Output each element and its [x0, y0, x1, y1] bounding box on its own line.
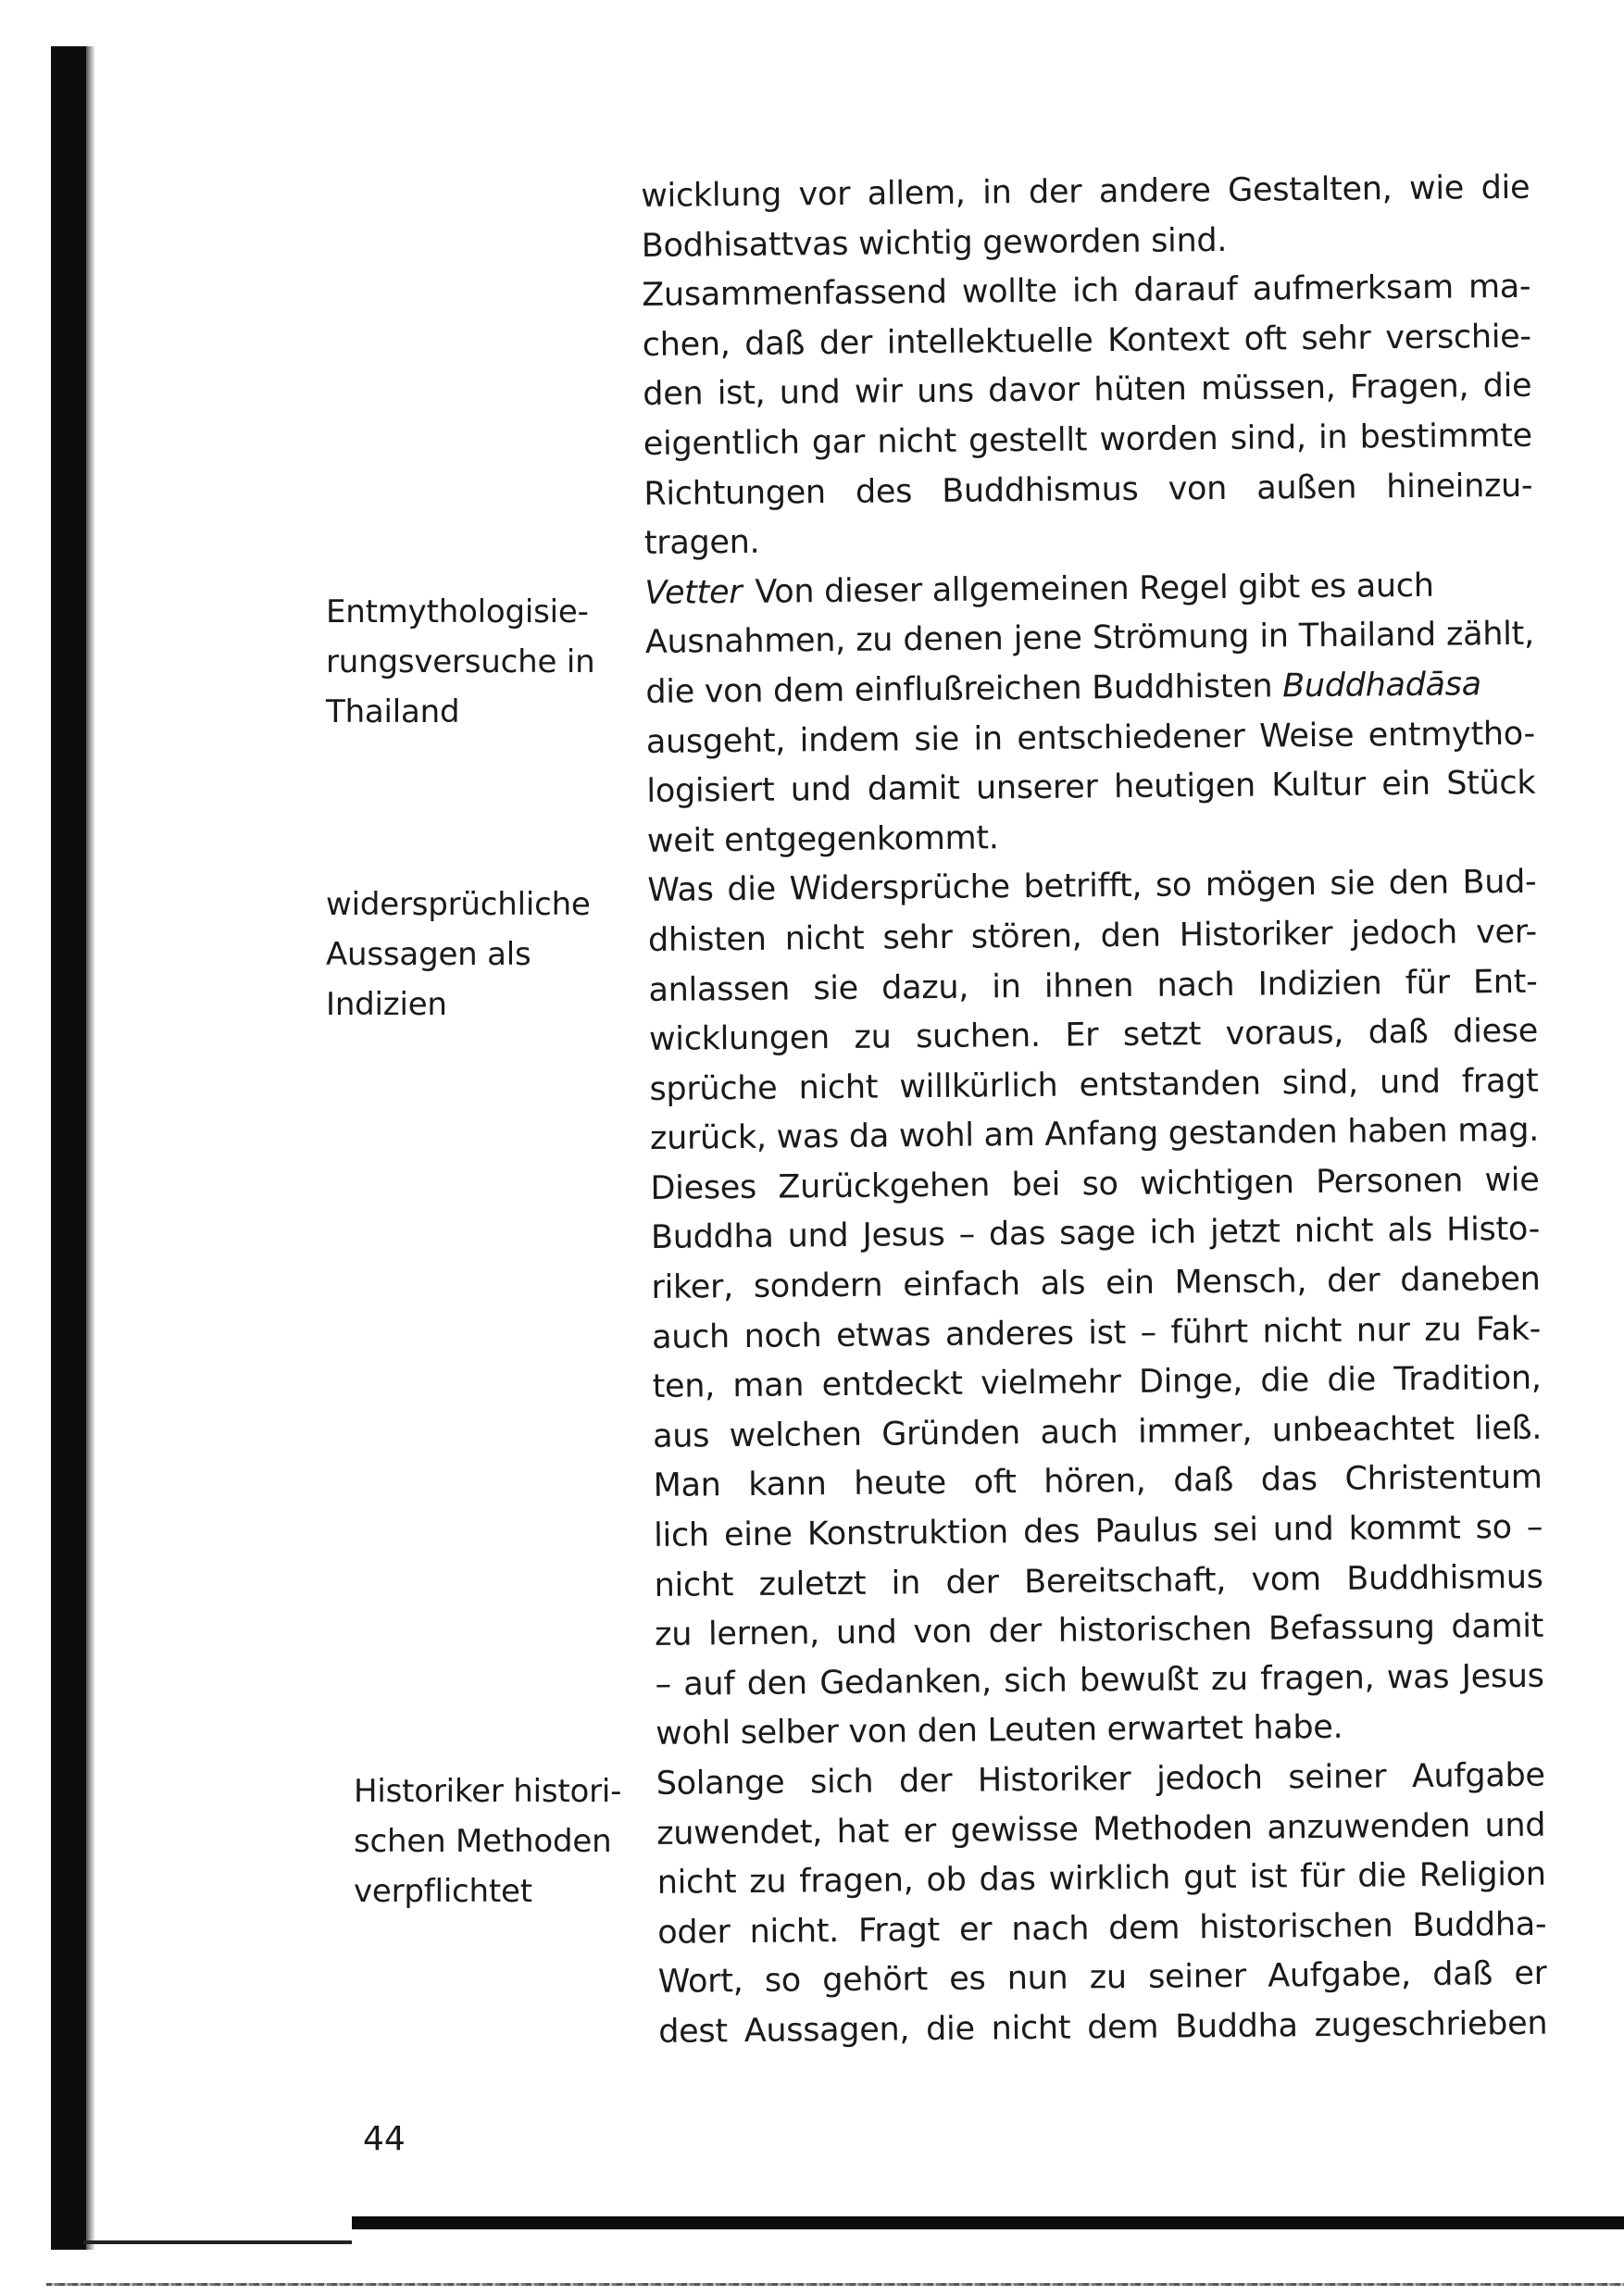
body-line: Richtungen des Buddhismus von außen hineinzu-	[643, 467, 1533, 513]
body-line: ten, man entdeckt vielmehr Dinge, die die Tradition,	[652, 1359, 1542, 1406]
body-line: Wort, so gehört es nun zu seiner Aufgabe, daß er	[657, 1955, 1547, 2002]
body-text	[641, 164, 1548, 2058]
page-number: 44	[363, 2120, 406, 2158]
body-line: dhisten nicht sehr stören, den Historiker jedoch ver-	[647, 913, 1538, 959]
margin-note-line: Historiker histori-	[354, 1773, 622, 1810]
body-line: zuwendet, hat er gewisse Methoden anzuwenden und	[656, 1806, 1546, 1853]
italic-name: Buddhadāsa	[1281, 666, 1481, 705]
body-line: Bodhisattvas wichtig geworden sind.	[641, 221, 1228, 265]
margin-note-line: verpflichtet	[354, 1873, 532, 1910]
body-line: eigentlich gar nicht gestellt worden sind, in bestimmte	[643, 417, 1532, 463]
body-line: aus welchen Gründen auch immer, unbeachtet ließ.	[652, 1409, 1543, 1455]
margin-note-line: widersprüchliche	[326, 886, 591, 923]
body-line: Man kann heute oft hören, daß das Christentum	[653, 1459, 1543, 1505]
body-line: lich eine Konstruktion des Paulus sei und kommt so –	[653, 1508, 1543, 1554]
body-line: oder nicht. Fragt er nach dem historischen Buddha-	[657, 1905, 1547, 1952]
margin-note-line: Aussagen als	[326, 936, 531, 973]
margin-note-widersprueche	[326, 880, 591, 1029]
body-line: Buddha und Jesus – das sage ich jetzt nicht als Histo-	[650, 1211, 1541, 1257]
body-line: anlassen sie dazu, in ihnen nach Indizien für Ent-	[648, 963, 1538, 1009]
body-line: – auf den Gedanken, sich bewußt zu fragen, was Jesus	[655, 1657, 1544, 1703]
margin-note-line: Entmythologisie-	[326, 593, 589, 630]
body-line: den ist, und wir uns davor hüten müssen, Fragen, die	[643, 368, 1532, 414]
body-line: weit entgegenkommt.	[646, 819, 999, 860]
body-line: zurück, was da wohl am Anfang gestanden haben mag.	[649, 1112, 1540, 1158]
body-line: riker, sondern einfach als ein Mensch, der daneben	[651, 1260, 1541, 1307]
body-line: nicht zuletzt in der Bereitschaft, vom Buddhismus	[654, 1558, 1543, 1604]
margin-note-line: schen Methoden	[354, 1823, 612, 1860]
body-line: Dieses Zurückgehen bei so wichtigen Personen wie	[650, 1161, 1540, 1207]
body-line: Zusammenfassend wollte ich darauf aufmerksam ma-	[642, 268, 1531, 315]
body-line: zu lernen, und von der historischen Befassung damit	[654, 1607, 1544, 1654]
body-line: wohl selber von den Leuten erwartet habe.	[656, 1709, 1343, 1753]
body-line: ausgeht, indem sie in entschiedener Weise entmytho-	[645, 715, 1536, 761]
margin-note-line: rungsversuche in	[326, 643, 595, 680]
body-line-text: Von dieser allgemeinen Regel gibt es auch	[755, 567, 1434, 611]
margin-note-historiker	[354, 1766, 621, 1916]
body-line: wicklungen zu suchen. Er setzt voraus, daß diese	[648, 1012, 1539, 1059]
margin-note-line: Thailand	[326, 693, 460, 730]
body-line: chen, daß der intellektuelle Kontext oft sehr verschie-	[642, 318, 1531, 364]
body-line: tragen.	[643, 523, 760, 563]
body-line-text: die von dem einflußreichen Buddhisten	[645, 668, 1273, 711]
body-line: Was die Widersprüche betrifft, so mögen sie den Bud-	[647, 864, 1537, 910]
body-line: Solange sich der Historiker jedoch seiner Aufgabe	[656, 1756, 1545, 1803]
body-line: sprüche nicht willkürlich entstanden sind, und fragt	[649, 1062, 1539, 1108]
body-line: logisiert und damit unserer heutigen Kultur ein Stück	[646, 764, 1536, 811]
body-line: wicklung vor allem, in der andere Gestalten, wie die	[641, 168, 1530, 215]
margin-note-entmythologisierung	[326, 587, 594, 737]
body-line: nicht zu fragen, ob das wirklich gut ist für die Religion	[656, 1855, 1546, 1903]
body-line-with-name	[645, 660, 1534, 718]
margin-note-line: Indizien	[326, 986, 447, 1023]
body-line: dest Aussagen, die nicht dem Buddha zugeschrieben	[658, 2004, 1548, 2051]
speaker-name: Vetter	[644, 573, 743, 612]
body-line: auch noch etwas anderes ist – führt nicht nur zu Fak-	[651, 1310, 1542, 1356]
body-line-with-speaker	[644, 561, 1533, 619]
body-line: Ausnahmen, zu denen jene Strömung in Thailand zählt,	[644, 616, 1535, 662]
